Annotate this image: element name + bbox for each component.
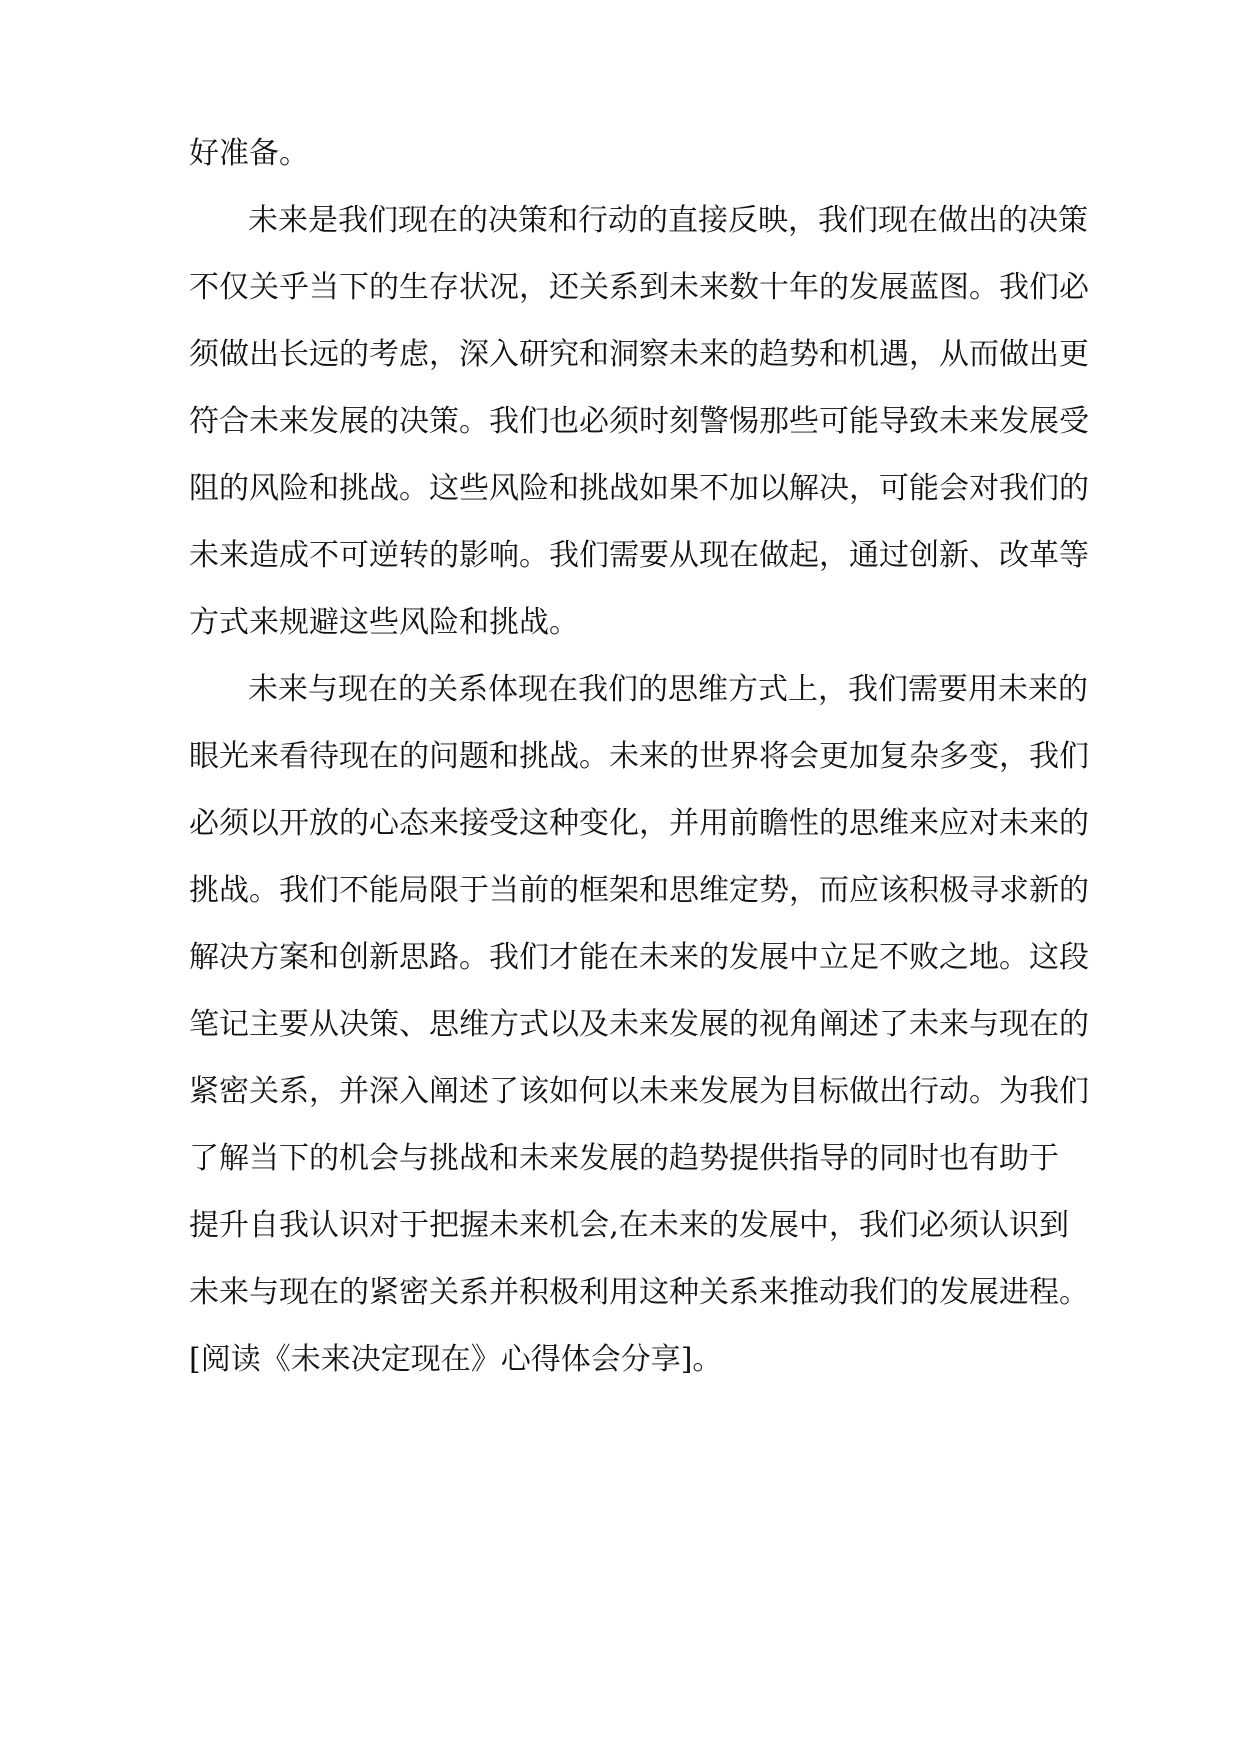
text-line: 必须以开放的心态来接受这种变化，并用前瞻性的思维来应对未来的	[189, 806, 1089, 841]
text-line: 不仅关乎当下的生存状况，还关系到未来数十年的发展蓝图。我们必	[189, 270, 1089, 305]
text-line: 了解当下的机会与挑战和未来发展的趋势提供指导的同时也有助于	[189, 1141, 1059, 1176]
text-line: 未来造成不可逆转的影响。我们需要从现在做起，通过创新、改革等	[189, 538, 1089, 573]
text-line: 未来与现在的紧密关系并积极利用这种关系来推动我们的发展进程。	[189, 1275, 1089, 1310]
text-line: [阅读《未来决定现在》心得体会分享]。	[189, 1342, 723, 1377]
text-line: 未来是我们现在的决策和行动的直接反映，我们现在做出的决策	[248, 203, 1088, 238]
text-line: 好准备。	[189, 136, 309, 171]
text-line: 须做出长远的考虑，深入研究和洞察未来的趋势和机遇，从而做出更	[189, 337, 1089, 372]
text-line: 挑战。我们不能局限于当前的框架和思维定势，而应该积极寻求新的	[189, 873, 1089, 908]
text-line: 方式来规避这些风险和挑战。	[189, 605, 579, 640]
text-line: 解决方案和创新思路。我们才能在未来的发展中立足不败之地。这段	[189, 940, 1089, 975]
text-line: 眼光来看待现在的问题和挑战。未来的世界将会更加复杂多变，我们	[189, 739, 1089, 774]
text-line: 提升自我认识对于把握未来机会,在未来的发展中，我们必须认识到	[189, 1208, 1069, 1243]
text-line: 未来与现在的关系体现在我们的思维方式上，我们需要用未来的	[248, 672, 1088, 707]
text-line: 紧密关系，并深入阐述了该如何以未来发展为目标做出行动。为我们	[189, 1074, 1089, 1109]
text-line: 阻的风险和挑战。这些风险和挑战如果不加以解决，可能会对我们的	[189, 471, 1089, 506]
text-line: 笔记主要从决策、思维方式以及未来发展的视角阐述了未来与现在的	[189, 1007, 1089, 1042]
text-line: 符合未来发展的决策。我们也必须时刻警惕那些可能导致未来发展受	[189, 404, 1089, 439]
